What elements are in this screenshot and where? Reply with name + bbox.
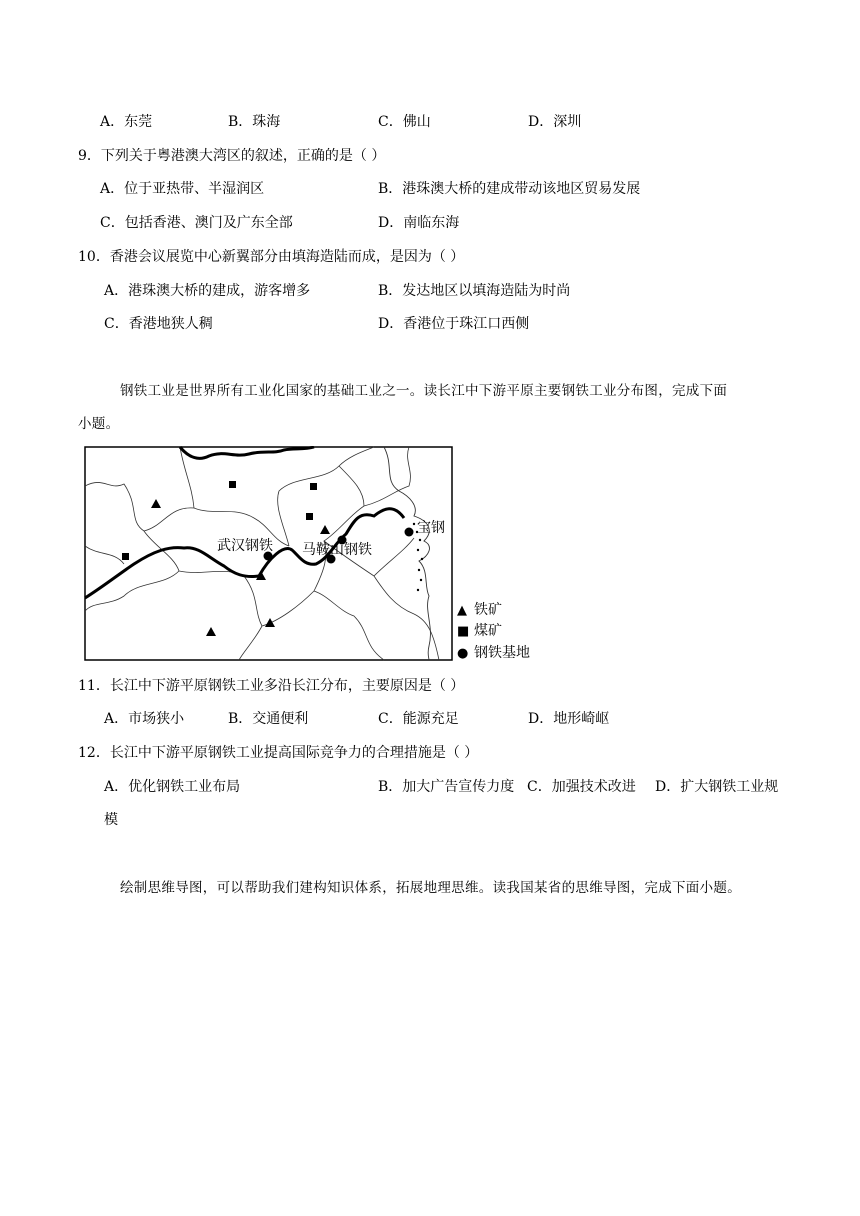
q12-option-b: B．加大广告宣传力度 (378, 779, 515, 795)
q11-option-d: D．地形崎岖 (528, 711, 610, 727)
q11-option-a: A．市场狭小 (104, 711, 185, 727)
steel-intro-line2: 小题。 (78, 416, 120, 432)
q9-stem: 9．下列关于粤港澳大湾区的叙述，正确的是（ ） (78, 148, 386, 164)
q12-option-a: A．优化钢铁工业布局 (104, 779, 241, 795)
legend-coal-label: 煤矿 (474, 623, 502, 639)
q11-stem: 11．长江中下游平原钢铁工业多沿长江分布，主要原因是（ ） (78, 678, 465, 694)
q12-option-d-wrap: 模 (104, 812, 118, 828)
q12-stem: 12．长江中下游平原钢铁工业提高国际竞争力的合理措施是（ ） (78, 745, 479, 761)
q11-option-b: B．交通便利 (228, 711, 309, 727)
q10-option-c: C．香港地狭人稠 (104, 316, 213, 332)
q11-option-c: C．能源充足 (378, 711, 459, 727)
q9-option-b: B．港珠澳大桥的建成带动该地区贸易发展 (378, 181, 641, 197)
label-baosteel: 宝钢 (417, 520, 445, 536)
label-wuhan-steel: 武汉钢铁 (217, 538, 273, 554)
q10-stem: 10．香港会议展览中心新翼部分由填海造陆而成，是因为（ ） (78, 249, 465, 265)
q9-option-a: A．位于亚热带、半湿润区 (100, 181, 265, 197)
q8-option-a: A．东莞 (100, 114, 153, 130)
q9-option-d: D．南临东海 (378, 215, 460, 231)
q8-option-b: B．珠海 (228, 114, 281, 130)
q8-option-d: D．深圳 (528, 114, 582, 130)
steel-distribution-map (84, 446, 544, 664)
q12-option-d: D．扩大钢铁工业规 (655, 779, 779, 795)
q8-option-c: C．佛山 (378, 114, 431, 130)
q10-option-b: B．发达地区以填海造陆为时尚 (378, 283, 571, 299)
mindmap-intro: 绘制思维导图，可以帮助我们建构知识体系，拓展地理思维。读我国某省的思维导图，完成下面小题。 (120, 880, 741, 896)
q12-option-c: C．加强技术改进 (527, 779, 636, 795)
legend-iron-ore-label: 铁矿 (474, 602, 502, 618)
map-legend (457, 601, 530, 661)
legend-steel-base-label: 钢铁基地 (474, 645, 530, 661)
q9-option-c: C．包括香港、澳门及广东全部 (100, 215, 293, 231)
legend-coal-icon: ■ (457, 624, 470, 639)
q10-option-a: A．港珠澳大桥的建成，游客增多 (104, 283, 311, 299)
steel-intro-line1: 钢铁工业是世界所有工业化国家的基础工业之一。读长江中下游平原主要钢铁工业分布图，完成下面 (120, 383, 728, 399)
legend-iron-ore-icon: ▲ (457, 603, 467, 618)
label-maanshan-steel: 马鞍山钢铁 (302, 542, 372, 558)
legend-steel-base-icon: ● (457, 646, 469, 661)
q10-option-d: D．香港位于珠江口西侧 (378, 316, 530, 332)
